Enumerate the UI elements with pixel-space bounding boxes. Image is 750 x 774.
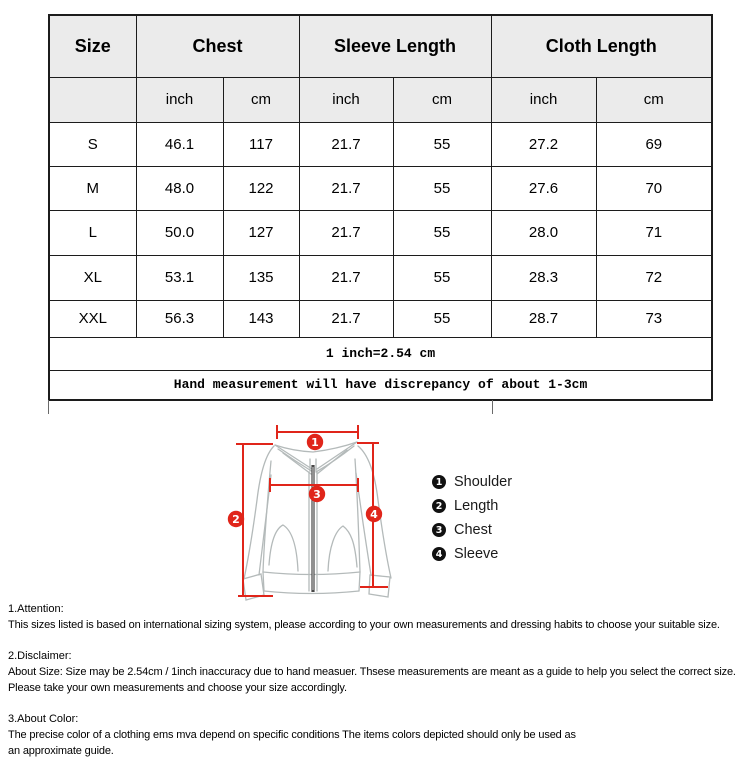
size-row-s (49, 122, 712, 166)
footnote-line: The precise color of a clothing ems mva depend on specific conditions The items colors depicted should only be used as (8, 729, 576, 741)
legend-bullet-3: 3 (432, 523, 446, 537)
table-note-2: Hand measurement will have discrepancy of about 1-3cm (49, 370, 712, 400)
measurement-value: 48.0 (136, 166, 223, 210)
unit-header-inch: inch (136, 77, 223, 122)
marker-4: 4 (370, 508, 378, 522)
measurement-value: 55 (393, 255, 491, 300)
measurement-value: 21.7 (299, 300, 393, 337)
footnote-section-2 (8, 648, 750, 696)
size-label: XL (49, 255, 136, 300)
size-chart-table (48, 14, 713, 401)
measurement-markers (228, 434, 382, 527)
unit-header-inch: inch (491, 77, 596, 122)
measurement-value: 72 (596, 255, 712, 300)
marker-3: 3 (313, 488, 321, 502)
footnote-line: This sizes listed is based on international sizing system, please according to your own measurements and dressing habits to choose your suitable size. (8, 619, 720, 631)
measurement-value: 21.7 (299, 210, 393, 255)
size-chart-header (49, 15, 712, 122)
legend-item-chest (432, 518, 512, 542)
measurement-value: 21.7 (299, 166, 393, 210)
legend-item-length (432, 494, 512, 518)
measurement-value: 55 (393, 166, 491, 210)
size-row-l (49, 210, 712, 255)
table-crop-stub-left (48, 400, 49, 414)
unit-header-empty (49, 77, 136, 122)
legend-bullet-1: 1 (432, 475, 446, 489)
footnote-title: 2.Disclaimer: (8, 650, 72, 662)
legend-bullet-2: 2 (432, 499, 446, 513)
size-label: M (49, 166, 136, 210)
unit-header-cm: cm (596, 77, 712, 122)
size-label: S (49, 122, 136, 166)
measurement-value: 135 (223, 255, 299, 300)
measurement-value: 28.7 (491, 300, 596, 337)
measurement-value: 50.0 (136, 210, 223, 255)
measurement-value: 117 (223, 122, 299, 166)
measurement-value: 28.0 (491, 210, 596, 255)
measurement-value: 56.3 (136, 300, 223, 337)
size-chart-body (49, 122, 712, 400)
measurement-value: 122 (223, 166, 299, 210)
column-header-size: Size (49, 15, 136, 77)
measurement-value: 143 (223, 300, 299, 337)
measurement-value: 28.3 (491, 255, 596, 300)
footnote-line: About Size: Size may be 2.54cm / 1inch inaccuracy due to hand measuer. Thsese measurements are meant as a guide to help you select the correct size. (8, 666, 736, 678)
legend-label: Chest (454, 522, 492, 538)
size-label: L (49, 210, 136, 255)
size-label: XXL (49, 300, 136, 337)
footnote-section-3 (8, 711, 750, 759)
measurement-value: 73 (596, 300, 712, 337)
measurement-value: 71 (596, 210, 712, 255)
measurement-value: 21.7 (299, 255, 393, 300)
footnote-title: 1.Attention: (8, 603, 64, 615)
size-row-xl (49, 255, 712, 300)
measurement-value: 46.1 (136, 122, 223, 166)
column-header-chest: Chest (136, 15, 299, 77)
measurement-value: 70 (596, 166, 712, 210)
legend-label: Shoulder (454, 474, 513, 490)
measurement-legend (432, 470, 512, 566)
marker-1: 1 (311, 436, 319, 450)
footnote-line: an approximate guide. (8, 745, 114, 757)
column-header-sleeve-length: Sleeve Length (299, 15, 491, 77)
legend-item-shoulder (432, 470, 512, 494)
footnote-section-1 (8, 601, 750, 633)
unit-header-cm: cm (393, 77, 491, 122)
legend-label: Sleeve (454, 546, 499, 562)
table-crop-stub-middle (492, 400, 493, 414)
table-note-1: 1 inch=2.54 cm (49, 337, 712, 370)
marker-2: 2 (232, 513, 240, 527)
footnote-line: Please take your own measurements and choose your size accordingly. (8, 682, 347, 694)
measurement-value: 21.7 (299, 122, 393, 166)
legend-label: Length (454, 498, 499, 514)
measurement-value: 55 (393, 300, 491, 337)
measurement-value: 127 (223, 210, 299, 255)
legend-bullet-4: 4 (432, 547, 446, 561)
legend-item-sleeve (432, 542, 512, 566)
measurement-value: 27.6 (491, 166, 596, 210)
unit-header-inch: inch (299, 77, 393, 122)
footnotes (8, 601, 750, 774)
size-row-xxl (49, 300, 712, 337)
measurement-value: 53.1 (136, 255, 223, 300)
column-header-cloth-length: Cloth Length (491, 15, 712, 77)
measurement-value: 55 (393, 122, 491, 166)
measurement-value: 69 (596, 122, 712, 166)
jacket-outline (243, 442, 391, 600)
footnote-title: 3.About Color: (8, 713, 79, 725)
size-row-m (49, 166, 712, 210)
measurement-value: 27.2 (491, 122, 596, 166)
jacket-measurement-diagram (225, 415, 405, 605)
measurement-value: 55 (393, 210, 491, 255)
unit-header-cm: cm (223, 77, 299, 122)
